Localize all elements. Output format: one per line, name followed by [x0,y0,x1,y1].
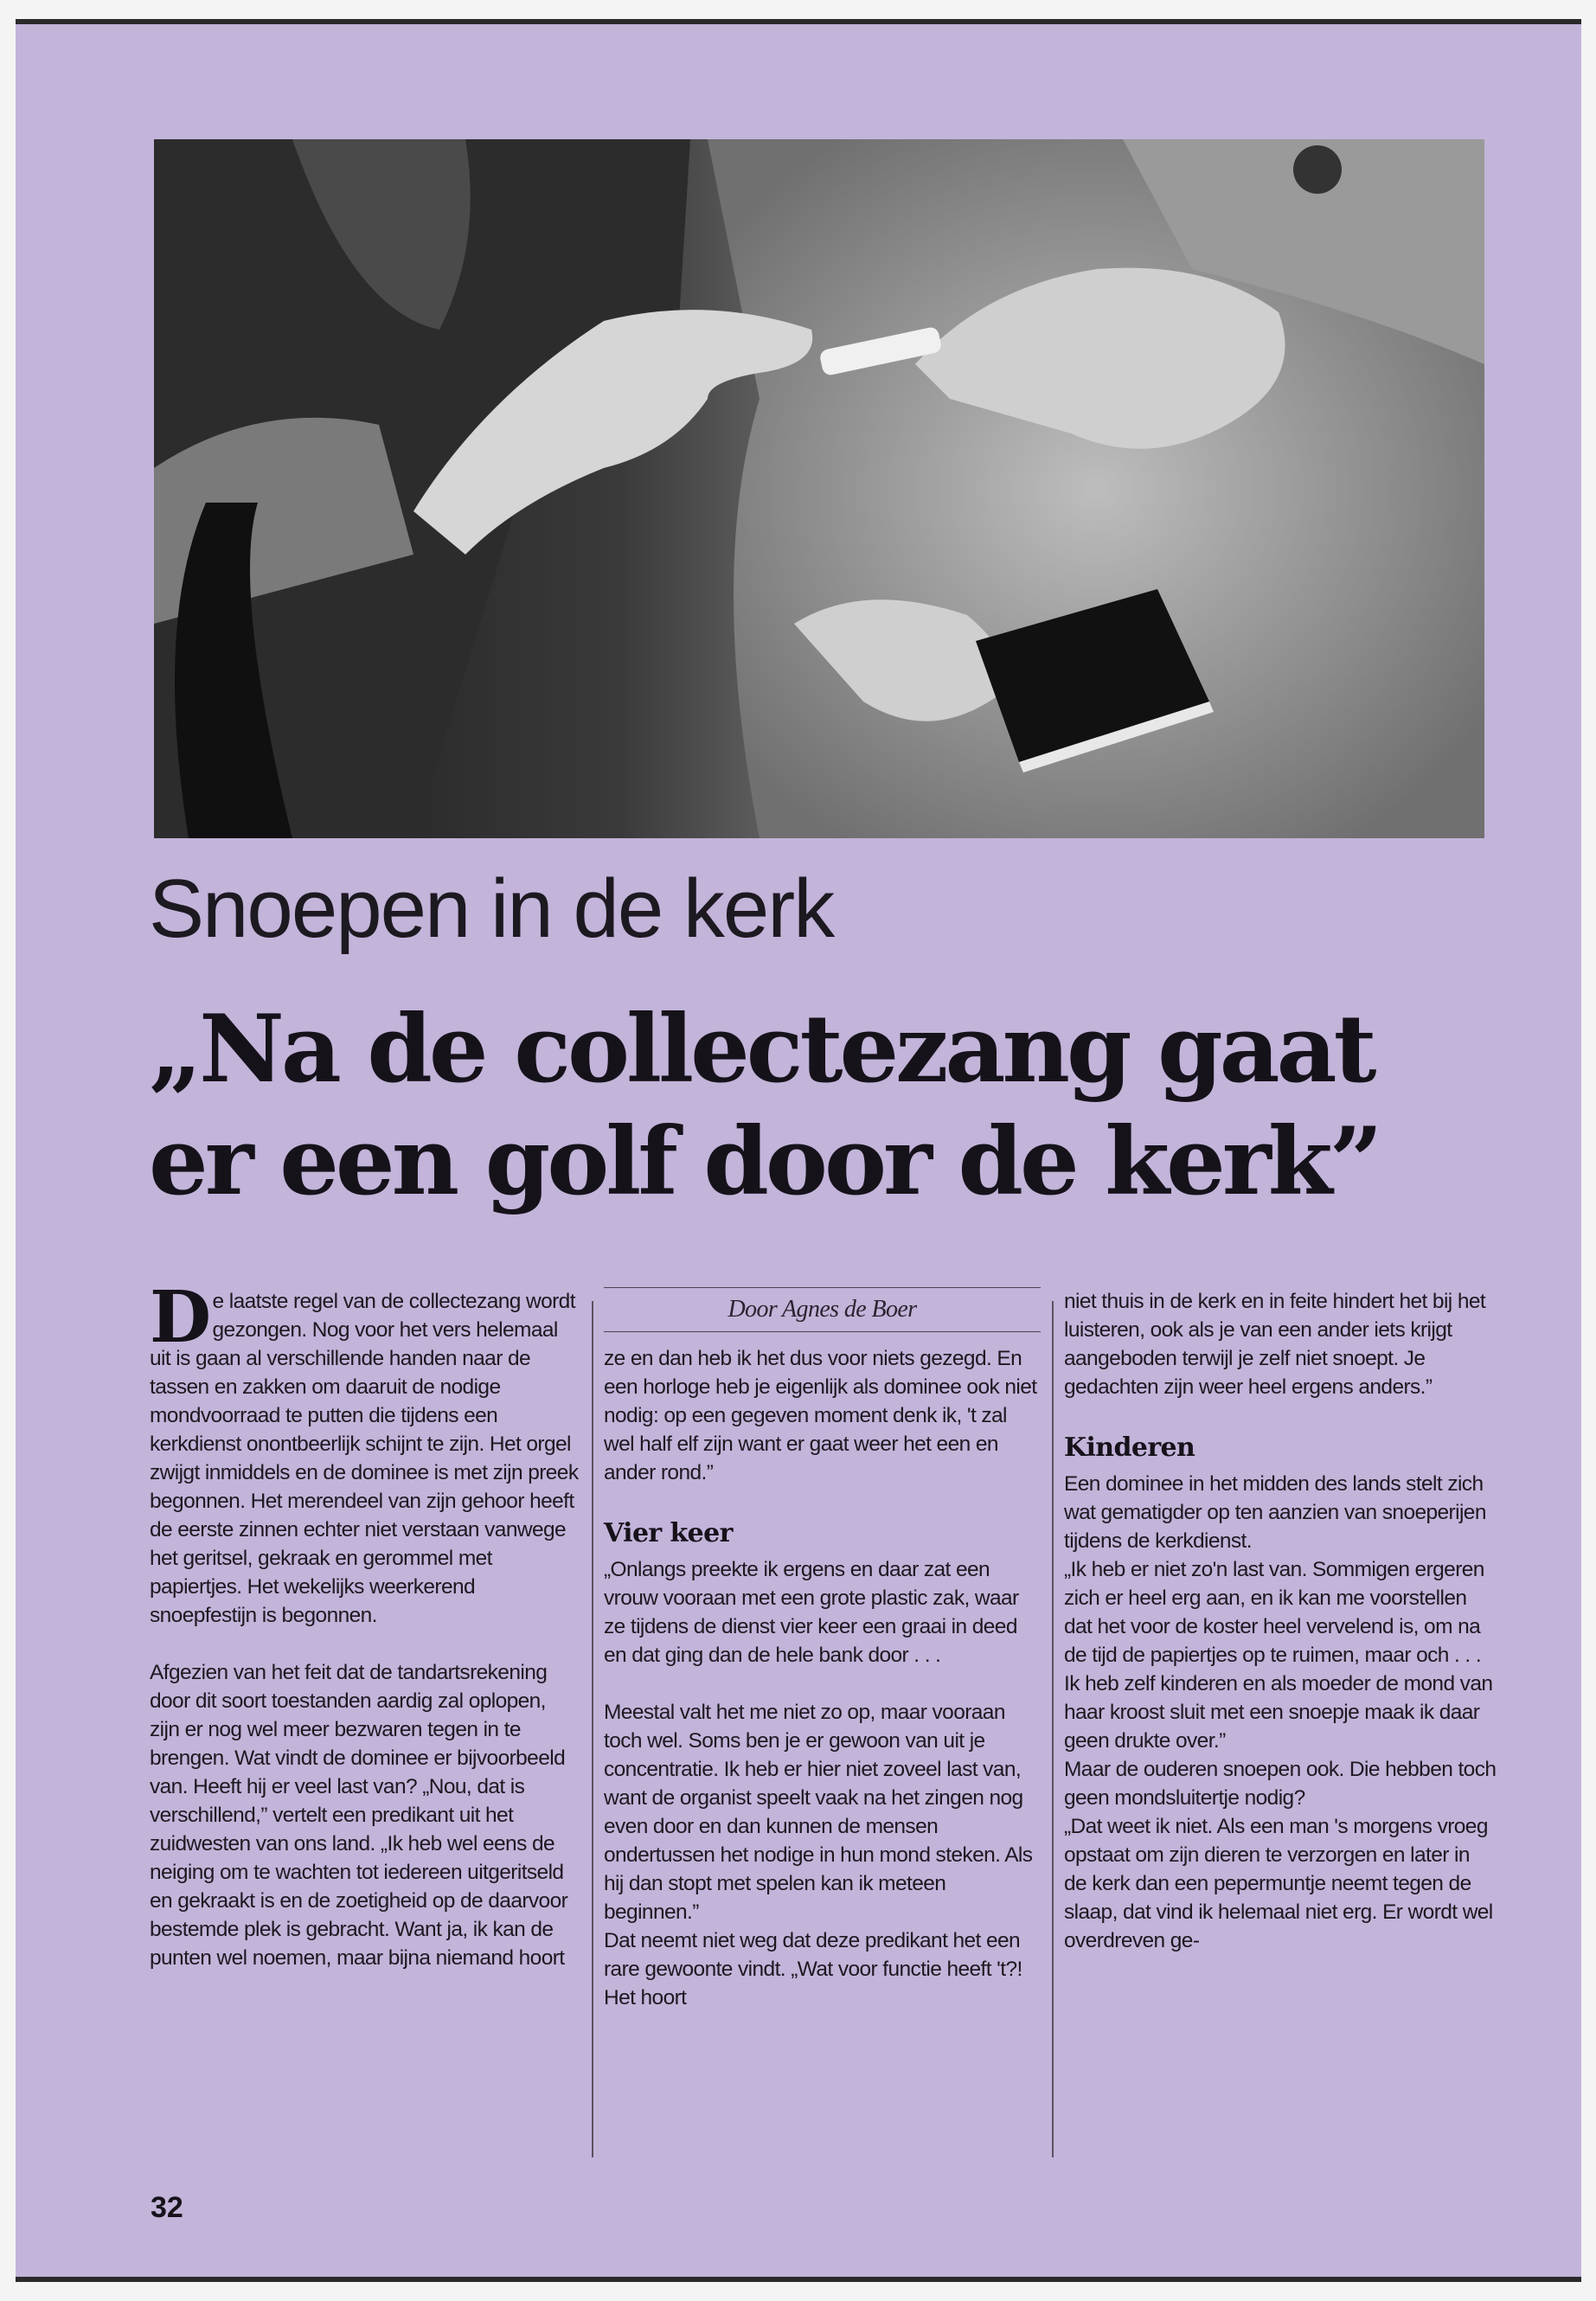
article-photo [154,139,1484,838]
column-divider [1052,1301,1054,2157]
page-number: 32 [151,2191,183,2224]
lead-paragraph [150,1276,580,1630]
paragraph: Meestal valt het me niet zo op, maar vooraan toch wel. Soms ben je er gewoon van uit je concentratie. Ik heb er hier niet zoveel last van, want de organist speelt vaak na het zingen nog even door en dan kunnen de mensen ondertussen het nodige in hun mond steken. Als hij dan stopt met spelen kan ik meteen beginnen.” [604,1701,1033,1924]
paragraph: Een dominee in het midden des lands stelt zich wat gematigder op ten aanzien van snoeperijen tijdens de kerkdienst. [1064,1472,1486,1553]
paragraph: „Onlangs preekte ik ergens en daar zat een vrouw vooraan met een grote plastic zak, waar ze tijdens de dienst vier keer een graai in deed en dat ging dan de hele bank door . . . [604,1558,1019,1667]
lead-text: e laatste regel van de collectezang wordt gezongen. Nog voor het vers helemaal uit is gaan al verschillende handen naar de tassen en zakken om daaruit de nodige mondvoorraad te putten die tijdens een kerkdienst onontbeerlijk schijnt te zijn. Het orgel zwijgt inmiddels en de dominee is met zijn preek begonnen. Het merendeel van zijn gehoor heeft de eerste zinnen echter niet verstaan vanwege het geritsel, gekraak en gerommel met papiertjes. Het wekelijks weerkerend snoepfestijn is begonnen. [150,1290,579,1627]
article-column-3 [1064,1287,1497,1955]
article-column-2 [604,1287,1041,2012]
magazine-page [16,19,1581,2282]
article-column-1 [150,1276,580,1972]
subheading-kinderen: Kinderen [1064,1433,1195,1463]
paragraph: ze en dan heb ik het dus voor niets gezegd. En een horloge heb je eigenlijk als dominee ook niet nodig: op een gegeven moment denk ik, 't zal wel half elf zijn want er gaat weer het een en ander rond.” [604,1347,1037,1484]
paragraph: Dat neemt niet weg dat deze predikant het een rare gewoonte vindt. „Wat voor functie heeft 't?! Het hoort [604,1929,1022,2009]
column-divider [592,1301,593,2157]
drop-cap: D [150,1276,211,1359]
paragraph: Afgezien van het feit dat de tandartsrekening door dit soort toestanden aardig zal oplopen, zijn er nog wel meer bezwaren tegen in te brengen. Wat vindt de dominee er bijvoorbeeld van. Heeft hij er veel last van? „Nou, dat is verschillend,” vertelt een predikant uit het zuidwesten van ons land. „Ik heb wel eens de neiging om te wachten tot iedereen uitgeritseld en gekraakt is en de zoetigheid op de daarvoor bestemde plek is gebracht. Want ja, ik kan de punten wel noemen, maar bijna niemand hoort [150,1661,568,1970]
article-headline: „Na de collectezang gaat er een golf door de kerk” [149,995,1380,1216]
paragraph: „Dat weet ik niet. Als een man 's morgens vroeg opstaat om zijn dieren te verzorgen en later in de kerk dan een pepermuntje neemt tegen de slaap, dat vind ik helemaal niet erg. Er wordt wel overdreven ge- [1064,1815,1493,1952]
paragraph: Maar de ouderen snoepen ook. Die hebben toch geen mondsluitertje nodig? [1064,1758,1497,1810]
subheading-vier-keer: Vier keer [604,1518,733,1548]
photo-hands-sharing-candy [154,139,1484,838]
byline: Door Agnes de Boer [604,1287,1041,1332]
paragraph: „Ik heb er niet zo'n last van. Sommigen ergeren zich er heel erg aan, en ik kan me voorstellen dat het voor de koster heel vervelend is, om na de tijd de papiertjes op te ruimen, maar och . . . Ik heb zelf kinderen en als moeder de mond van haar kroost sluit met een snoepje maak ik daar geen drukte over.” [1064,1558,1493,1753]
paragraph: niet thuis in de kerk en in feite hindert het bij het luisteren, ook als je van een ander iets krijgt aangeboden terwijl je zelf niet snoept. Je gedachten zijn weer heel ergens anders.” [1064,1290,1486,1399]
article-kicker: Snoepen in de kerk [149,862,834,955]
